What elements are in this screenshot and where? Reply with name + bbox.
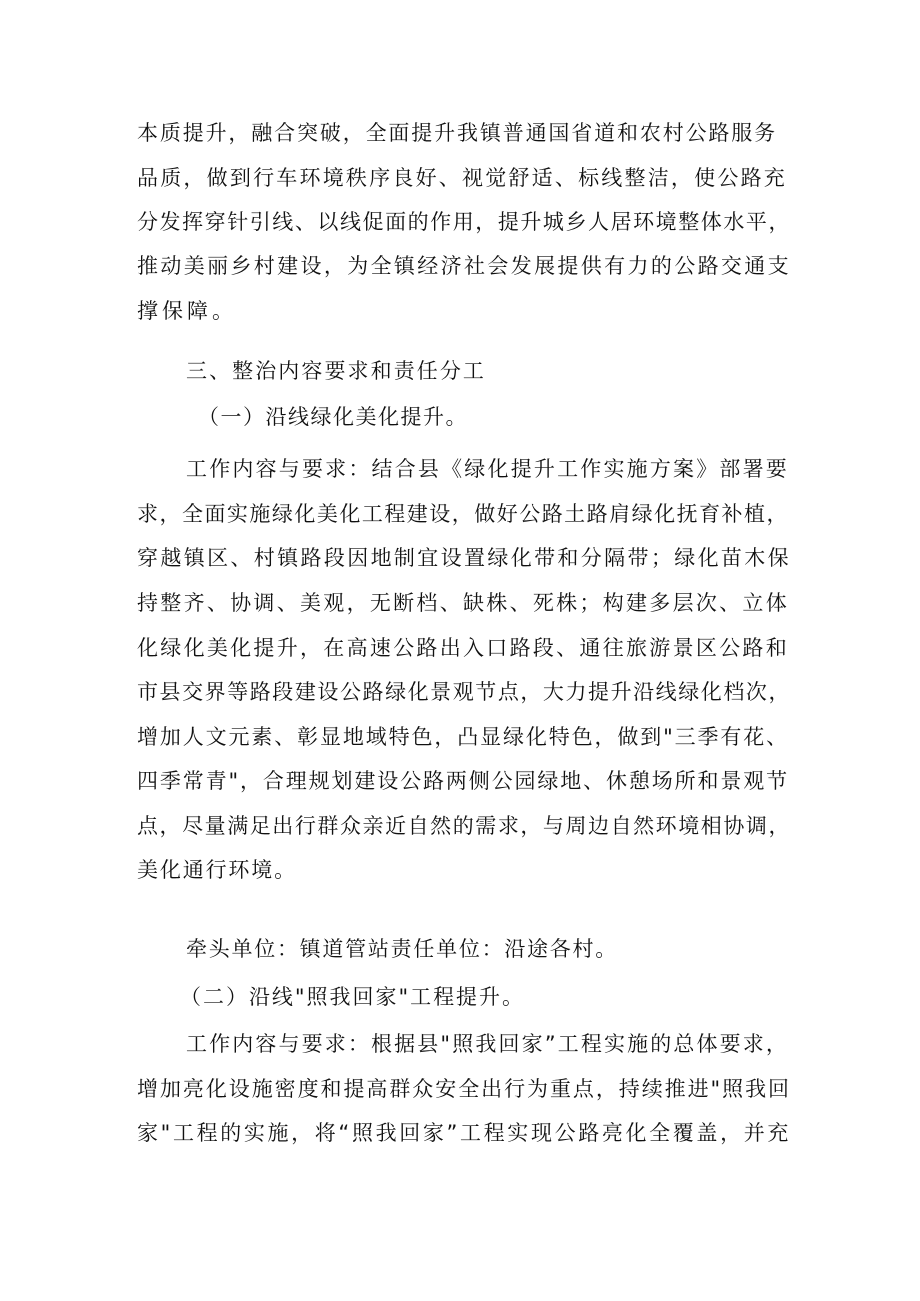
text-line: 推动美丽乡村建设，为全镇经济社会发展提供有力的公路交通支 <box>137 254 791 278</box>
subsection-heading: （二）沿线"照我回家"工程提升。 <box>180 985 525 1009</box>
text-line: 分发挥穿针引线、以线促面的作用，提升城乡人居环境整体水平， <box>137 210 791 234</box>
text-line: 工作内容与要求：结合县《绿化提升工作实施方案》部署要 <box>186 457 789 481</box>
text-line: 工作内容与要求：根据县"照我回家”工程实施的总体要求， <box>186 1032 789 1056</box>
text-line: 四季常青"，合理规划建设公路两侧公园绿地、休憩场所和景观节 <box>137 769 789 793</box>
text-line: 点，尽量满足出行群众亲近自然的需求，与周边自然环境相协调， <box>137 814 791 838</box>
text-line: 化绿化美化提升，在高速公路出入口路段、通往旅游景区公路和 <box>137 636 789 660</box>
text-line: 家"工程的实施，将“照我回家”工程实现公路亮化全覆盖，并充 <box>137 1121 791 1145</box>
text-line: 本质提升，融合突破，全面提升我镇普通国省道和农村公路服务 <box>137 121 777 145</box>
text-line: 牵头单位：镇道管站责任单位：沿途各村。 <box>186 937 618 961</box>
text-line: 增加亮化设施密度和提高群众安全出行为重点，持续推进"照我回 <box>137 1077 791 1101</box>
text-line: 撑保障。 <box>137 299 237 323</box>
subsection-heading: （一）沿线绿化美化提升。 <box>198 405 468 429</box>
text-line: 美化通行环境。 <box>137 858 297 882</box>
section-heading: 三、整治内容要求和责任分工 <box>186 359 486 383</box>
text-line: 增加人文元素、彰显地域特色，凸显绿化特色，做到"三季有花、 <box>137 725 789 749</box>
text-line: 求，全面实施绿化美化工程建设，做好公路土路肩绿化抚育补植， <box>137 502 789 526</box>
text-line: 市县交界等路段建设公路绿化景观节点，大力提升沿线绿化档次， <box>137 680 791 704</box>
text-line: 穿越镇区、村镇路段因地制宜设置绿化带和分隔带；绿化苗木保 <box>137 546 791 570</box>
text-line: 持整齐、协调、美观，无断档、缺株、死株；构建多层次、立体 <box>137 591 789 615</box>
text-line: 品质，做到行车环境秩序良好、视觉舒适、标线整洁，使公路充 <box>137 166 787 190</box>
